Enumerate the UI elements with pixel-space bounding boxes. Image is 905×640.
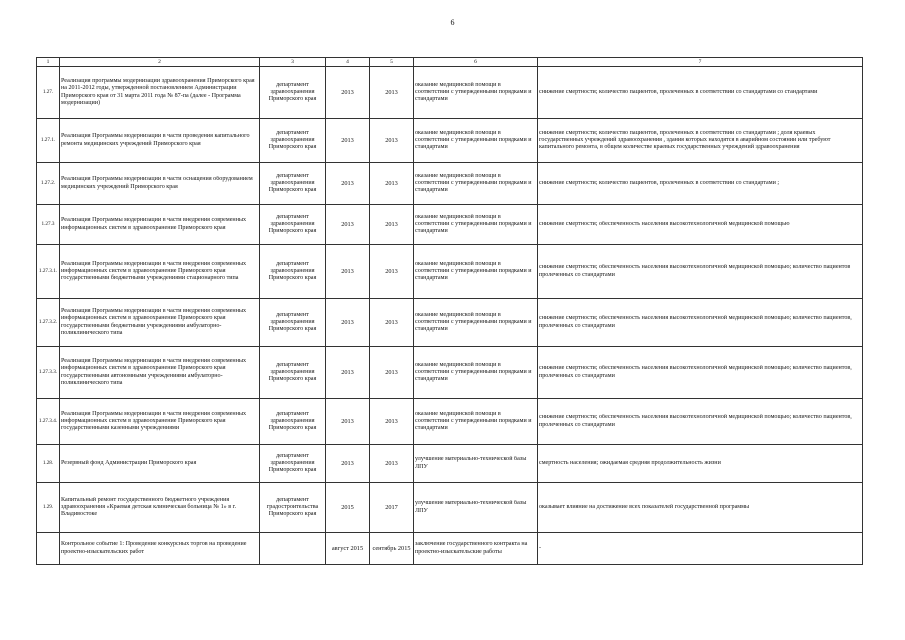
- end-date: 2013: [385, 136, 398, 144]
- table-row: [37, 67, 863, 119]
- start-date: 2013: [341, 179, 354, 187]
- start-date-cell: [326, 119, 370, 163]
- start-date-cell: [326, 399, 370, 445]
- activity-name-cell: [60, 399, 260, 445]
- row-number-cell: [37, 245, 60, 299]
- activity-name: Реализация Программы модернизации в части оснащения оборудованием медицинских учреждений Приморского края: [61, 176, 253, 190]
- start-date: 2013: [341, 220, 354, 228]
- activity-name: Реализация программы модернизации здравоохранения Приморского края на 2011-2012 годы, утвержденной постановлением Администрации Приморского края от 31 марта 2011 года № 87-па (далее - Программа модернизации): [61, 77, 255, 106]
- responsible-executor: департамент здравоохранения Приморского края: [268, 129, 317, 151]
- end-date: 2017: [385, 503, 398, 511]
- responsible-executor-cell: [260, 205, 326, 245]
- end-date-cell: [370, 163, 414, 205]
- responsible-executor-cell: [260, 399, 326, 445]
- end-date: 2013: [385, 220, 398, 228]
- expected-result-cell: [414, 533, 538, 565]
- row-number-cell: [37, 119, 60, 163]
- related-indicators-cell: [538, 119, 863, 163]
- end-date: 2013: [385, 368, 398, 376]
- related-indicators-cell: [538, 445, 863, 483]
- start-date-cell: [326, 347, 370, 399]
- activity-name-cell: [60, 245, 260, 299]
- expected-result: оказание медицинской помощи в соответствии с утвержденными порядками и стандартами: [415, 172, 532, 194]
- expected-result-cell: [414, 205, 538, 245]
- end-date: 2013: [385, 267, 398, 275]
- table-row: [37, 399, 863, 445]
- row-number-cell: [37, 399, 60, 445]
- row-number: 1.27.3.1.: [38, 267, 58, 274]
- activity-name: Реализация Программы модернизации в части проведения капитального ремонта медицинских учреждений Приморского края: [61, 133, 250, 147]
- related-indicators: снижение смертности; количество пациентов, пролеченных в соответствии со стандартами со стандартами: [539, 88, 818, 95]
- row-number: 1.27.3.3.: [38, 368, 58, 375]
- expected-result: оказание медицинской помощи в соответствии с утвержденными порядками и стандартами: [415, 81, 532, 103]
- related-indicators: смертность населения; ожидаемая средняя продолжительность жизни: [539, 459, 721, 466]
- row-number-cell: [37, 445, 60, 483]
- expected-result-cell: [414, 67, 538, 119]
- activity-name: Капитальный ремонт государственного бюджетного учреждения здравоохранения «Краевая детская клиническая больница № 1» в г. Владивостоке: [61, 496, 236, 518]
- start-date-cell: [326, 445, 370, 483]
- start-date: 2013: [341, 136, 354, 144]
- responsible-executor: департамент здравоохранения Приморского края: [268, 81, 317, 103]
- expected-result-cell: [414, 445, 538, 483]
- expected-result-cell: [414, 163, 538, 205]
- responsible-executor-cell: [260, 299, 326, 347]
- activity-name: Контрольное событие 1: Проведение конкурсных торгов на проведение проектно-изыскательских работ: [61, 541, 247, 555]
- end-date-cell: [370, 205, 414, 245]
- activity-name: Реализация Программы модернизации в части внедрения современных информационных систем в здравоохранение Приморского края государственными автономными учреждениями амбулаторно-поликлинического типа: [61, 357, 247, 386]
- start-date: 2013: [341, 318, 354, 326]
- expected-result: заключение государственного контракта на проектно-изыскательские работы: [415, 541, 528, 555]
- end-date-cell: [370, 245, 414, 299]
- row-number: 1.27.1.: [40, 136, 56, 143]
- end-date: 2013: [385, 179, 398, 187]
- responsible-executor-cell: [260, 533, 326, 565]
- activity-name-cell: [60, 67, 260, 119]
- related-indicators: -: [539, 544, 542, 551]
- responsible-executor-cell: [260, 67, 326, 119]
- start-date-cell: [326, 299, 370, 347]
- expected-result: оказание медицинской помощи в соответствии с утвержденными порядками и стандартами: [415, 410, 532, 432]
- expected-result-cell: [414, 299, 538, 347]
- table-row: [37, 205, 863, 245]
- start-date-cell: [326, 163, 370, 205]
- start-date-cell: [326, 67, 370, 119]
- table-row: [37, 483, 863, 533]
- expected-result: оказание медицинской помощи в соответствии с утвержденными порядками и стандартами: [415, 213, 532, 235]
- responsible-executor: департамент здравоохранения Приморского края: [268, 311, 317, 333]
- column-header: 3: [260, 58, 326, 67]
- row-number: 1.27.: [42, 88, 54, 95]
- table-row: [37, 163, 863, 205]
- expected-result: оказание медицинской помощи в соответствии с утвержденными порядками и стандартами: [415, 260, 532, 282]
- expected-result-cell: [414, 399, 538, 445]
- expected-result-cell: [414, 245, 538, 299]
- related-indicators-cell: [538, 163, 863, 205]
- column-header: 4: [326, 58, 370, 67]
- table-row: [37, 533, 863, 565]
- activity-name: Реализация Программы модернизации в части внедрения современных информационных систем в здравоохранение Приморского края государственными бюджетными учреждениями амбулаторно-поликлинического типа: [61, 307, 247, 336]
- responsible-executor: департамент здравоохранения Приморского края: [268, 260, 317, 282]
- end-date-cell: [370, 119, 414, 163]
- end-date-cell: [370, 533, 414, 565]
- responsible-executor-cell: [260, 445, 326, 483]
- table-row: [37, 347, 863, 399]
- responsible-executor-cell: [260, 119, 326, 163]
- related-indicators: снижение смертности; количество пациентов, пролеченных в соответствии со стандартами ;: [539, 179, 780, 186]
- end-date: 2013: [385, 88, 398, 96]
- activity-name-cell: [60, 205, 260, 245]
- related-indicators-cell: [538, 483, 863, 533]
- start-date: 2013: [341, 368, 354, 376]
- activity-name: Реализация Программы модернизации в части внедрения современных информационных систем в здравоохранение Приморского края государственными казенными учреждениями: [61, 410, 247, 432]
- start-date-cell: [326, 245, 370, 299]
- row-number: 1.28.: [42, 459, 54, 466]
- activity-name-cell: [60, 163, 260, 205]
- responsible-executor: департамент здравоохранения Приморского края: [268, 172, 317, 194]
- activity-name-cell: [60, 483, 260, 533]
- expected-result: оказание медицинской помощи в соответствии с утвержденными порядками и стандартами: [415, 361, 532, 383]
- responsible-executor: департамент здравоохранения Приморского края: [268, 361, 317, 383]
- related-indicators: снижение смертности; обеспеченность населения высокотехнологичной медицинской помощью; количество пациентов, пролеченных со стандартами: [539, 414, 852, 428]
- related-indicators: снижение смертности; обеспеченность населения высокотехнологичной медицинской помощью; количество пациентов, пролеченных со стандартами: [539, 315, 852, 329]
- column-header: 7: [538, 58, 863, 67]
- expected-result: улучшение материально-технической базы ЛПУ: [415, 500, 527, 514]
- row-number: 1.27.3.2.: [38, 318, 58, 325]
- responsible-executor-cell: [260, 483, 326, 533]
- end-date-cell: [370, 483, 414, 533]
- table-row: [37, 245, 863, 299]
- activity-name-cell: [60, 347, 260, 399]
- related-indicators-cell: [538, 67, 863, 119]
- related-indicators: снижение смертности; обеспеченность населения высокотехнологичной медицинской помощью: [539, 220, 790, 227]
- end-date-cell: [370, 347, 414, 399]
- responsible-executor-cell: [260, 163, 326, 205]
- related-indicators-cell: [538, 533, 863, 565]
- row-number-cell: [37, 533, 60, 565]
- activity-name-cell: [60, 119, 260, 163]
- start-date: 2013: [341, 267, 354, 275]
- end-date: сентябрь 2015: [372, 544, 411, 552]
- row-number-cell: [37, 205, 60, 245]
- page-number: 6: [450, 18, 455, 27]
- column-header: 6: [414, 58, 538, 67]
- activity-name-cell: [60, 299, 260, 347]
- row-number-cell: [37, 299, 60, 347]
- column-number-row: [37, 58, 863, 67]
- table-row: [37, 445, 863, 483]
- activity-name: Реализация Программы модернизации в части внедрения современных информационных систем в здравоохранение Приморского края: [61, 217, 247, 231]
- related-indicators: снижение смертности; обеспеченность населения высокотехнологичной медицинской помощью; количество пациентов пролеченных со стандартами: [539, 264, 851, 278]
- start-date: 2015: [341, 503, 354, 511]
- responsible-executor: департамент здравоохранения Приморского края: [268, 213, 317, 235]
- end-date-cell: [370, 299, 414, 347]
- responsible-executor: департамент градостроительства Приморского края: [266, 496, 319, 518]
- activity-name: Резервный фонд Администрации Приморского края: [61, 459, 197, 466]
- expected-result: оказание медицинской помощи в соответствии с утвержденными порядками и стандартами: [415, 311, 532, 333]
- expected-result: оказание медицинской помощи в соответствии с утвержденными порядками и стандартами: [415, 129, 532, 151]
- related-indicators-cell: [538, 245, 863, 299]
- start-date: 2013: [341, 417, 354, 425]
- column-header: 2: [60, 58, 260, 67]
- related-indicators-cell: [538, 347, 863, 399]
- table-row: [37, 299, 863, 347]
- activity-name: Реализация Программы модернизации в части внедрения современных информационных систем в здравоохранение Приморского края государственными бюджетными учреждениями стационарного типа: [61, 260, 247, 282]
- row-number: 1.27.3.4.: [38, 417, 58, 424]
- end-date-cell: [370, 399, 414, 445]
- column-header: 1: [37, 58, 60, 67]
- row-number: 1.29.: [42, 503, 54, 510]
- responsible-executor-cell: [260, 347, 326, 399]
- related-indicators: снижение смертности; обеспеченность населения высокотехнологичной медицинской помощью; количество пациентов, пролеченных со стандартами: [539, 365, 852, 379]
- related-indicators-cell: [538, 299, 863, 347]
- start-date-cell: [326, 533, 370, 565]
- end-date: 2013: [385, 318, 398, 326]
- row-number-cell: [37, 163, 60, 205]
- end-date-cell: [370, 445, 414, 483]
- start-date: 2013: [341, 459, 354, 467]
- activity-name-cell: [60, 533, 260, 565]
- related-indicators-cell: [538, 205, 863, 245]
- related-indicators: оказывает влияние на достижение всех показателей государственной программы: [539, 503, 750, 510]
- end-date-cell: [370, 67, 414, 119]
- expected-result-cell: [414, 119, 538, 163]
- related-indicators-cell: [538, 399, 863, 445]
- program-activities-table: [36, 57, 863, 565]
- responsible-executor: департамент здравоохранения Приморского края: [268, 452, 317, 474]
- start-date-cell: [326, 205, 370, 245]
- row-number-cell: [37, 67, 60, 119]
- column-header: 5: [370, 58, 414, 67]
- expected-result: улучшение материально-технической базы ЛПУ: [415, 456, 527, 470]
- expected-result-cell: [414, 483, 538, 533]
- activity-name-cell: [60, 445, 260, 483]
- start-date-cell: [326, 483, 370, 533]
- row-number-cell: [37, 347, 60, 399]
- related-indicators: снижение смертности; количество пациентов, пролеченных в соответствии со стандартами ; доля краевых государственных учреждений здравоохранения , здания которых находятся в аварийном состоянии или требуют капитального ремонта, в общем количестве краевых государственных учреждений здравоохранения: [539, 129, 831, 151]
- end-date: 2013: [385, 459, 398, 467]
- responsible-executor: департамент здравоохранения Приморского края: [268, 410, 317, 432]
- end-date: 2013: [385, 417, 398, 425]
- start-date: август 2015: [331, 544, 364, 552]
- expected-result-cell: [414, 347, 538, 399]
- start-date: 2013: [341, 88, 354, 96]
- row-number-cell: [37, 483, 60, 533]
- row-number: 1.27.3: [41, 220, 55, 227]
- responsible-executor-cell: [260, 245, 326, 299]
- row-number: 1.27.2.: [40, 179, 56, 186]
- table-row: [37, 119, 863, 163]
